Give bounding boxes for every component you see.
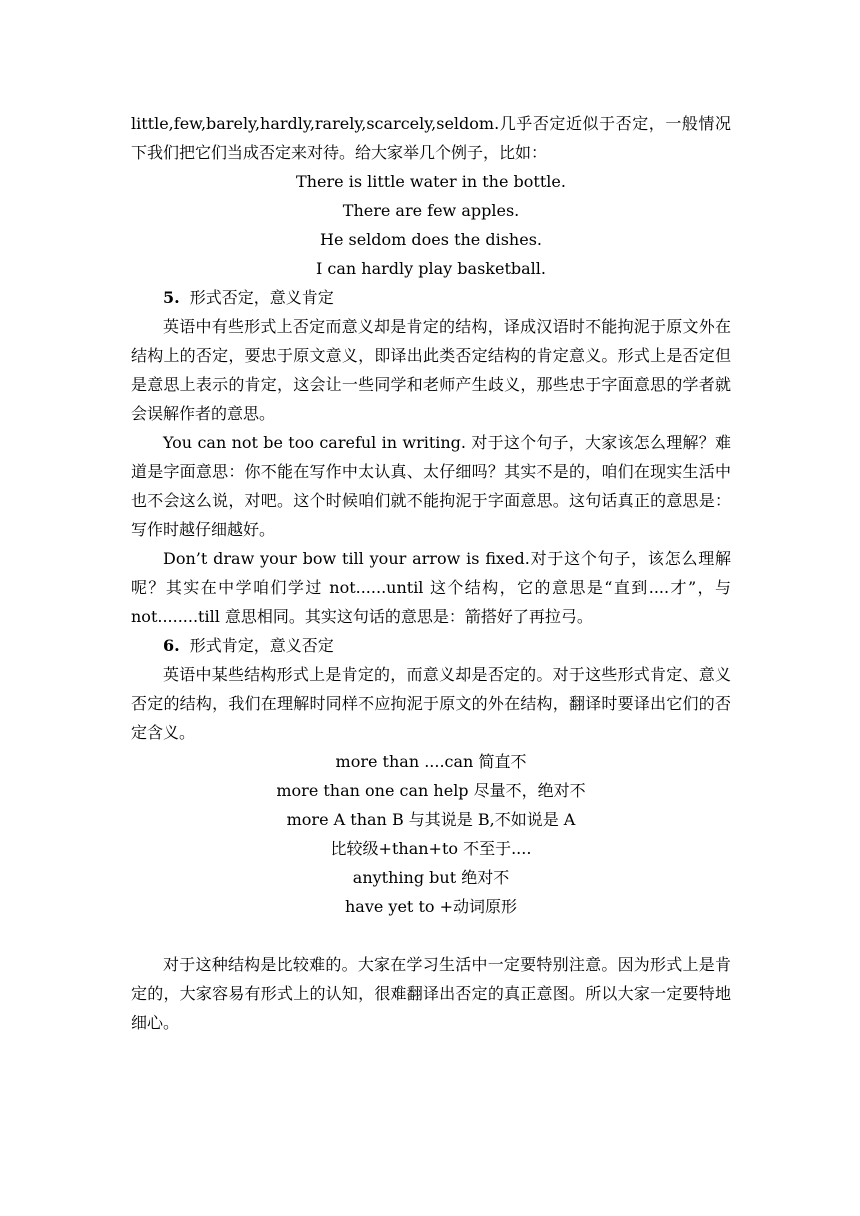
example-sentence: He seldom does the dishes.: [319, 230, 542, 249]
section-6-title: 形式肯定，意义否定: [189, 636, 334, 655]
closing-paragraph: 对于这种结构是比较难的。大家在学习生活中一定要特别注意。因为形式上是肯定的，大家容易有形式上的认知，很难翻译出否定的真正意图。所以大家一定要特地细心。: [131, 955, 731, 1032]
examples-list: [131, 167, 731, 283]
intro-paragraph: little,few,barely,hardly,rarely,scarcely,seldom.几乎否定近似于否定，一般情况下我们把它们当成否定来对待。给大家举几个例子，比如：: [131, 114, 731, 162]
phrase-item: 比较级+than+to 不至于....: [330, 839, 532, 858]
example-sentence: I can hardly play basketball.: [316, 259, 546, 278]
section-5-heading: [131, 283, 731, 312]
phrase-item: have yet to +动词原形: [344, 897, 518, 916]
section-5-paragraph-2: You can not be too careful in writing. 对于这个句子，大家该怎么理解？难道是字面意思：你不能在写作中太认真、太仔细吗？其实不是的，咱们在现实生活中也不会这么说，对吧。这个时候咱们就不能拘泥于字面意思。这句话真正的意思是：写作时越仔细越好。: [131, 433, 731, 539]
section-5-title: 形式否定，意义肯定: [189, 288, 334, 307]
section-6-paragraph-1: 英语中某些结构形式上是肯定的，而意义却是否定的。对于这些形式肯定、意义否定的结构，我们在理解时同样不应拘泥于原文的外在结构，翻译时要译出它们的否定含义。: [131, 665, 731, 742]
phrase-item: more than one can help 尽量不，绝对不: [276, 781, 586, 800]
phrase-item: more than ....can 简直不: [335, 752, 527, 771]
example-sentence: There is little water in the bottle.: [296, 172, 566, 191]
section-6-number: 6.: [163, 636, 180, 655]
phrase-list: [131, 747, 731, 921]
phrase-item: anything but 绝对不: [352, 868, 510, 887]
section-5-number: 5.: [163, 288, 180, 307]
document-page: [131, 109, 731, 1037]
phrase-item: more A than B 与其说是 B,不如说是 A: [286, 810, 576, 829]
section-5-paragraph-3: Don’t draw your bow till your arrow is fixed.对于这个句子，该怎么理解呢？其实在中学咱们学过 not......until 这个结构，它的意思是“直到....才”，与 not........till 意思相同。其实这句话的意思是：箭搭好了再拉弓。: [131, 549, 731, 626]
section-5-paragraph-1: 英语中有些形式上否定而意义却是肯定的结构，译成汉语时不能拘泥于原文外在结构上的否定，要忠于原文意义，即译出此类否定结构的肯定意义。形式上是否定但是意思上表示的肯定，这会让一些同学和老师产生歧义，那些忠于字面意思的学者就会误解作者的意思。: [131, 317, 731, 423]
section-6-heading: [131, 631, 731, 660]
example-sentence: There are few apples.: [342, 201, 520, 220]
blank-line: [131, 921, 731, 950]
